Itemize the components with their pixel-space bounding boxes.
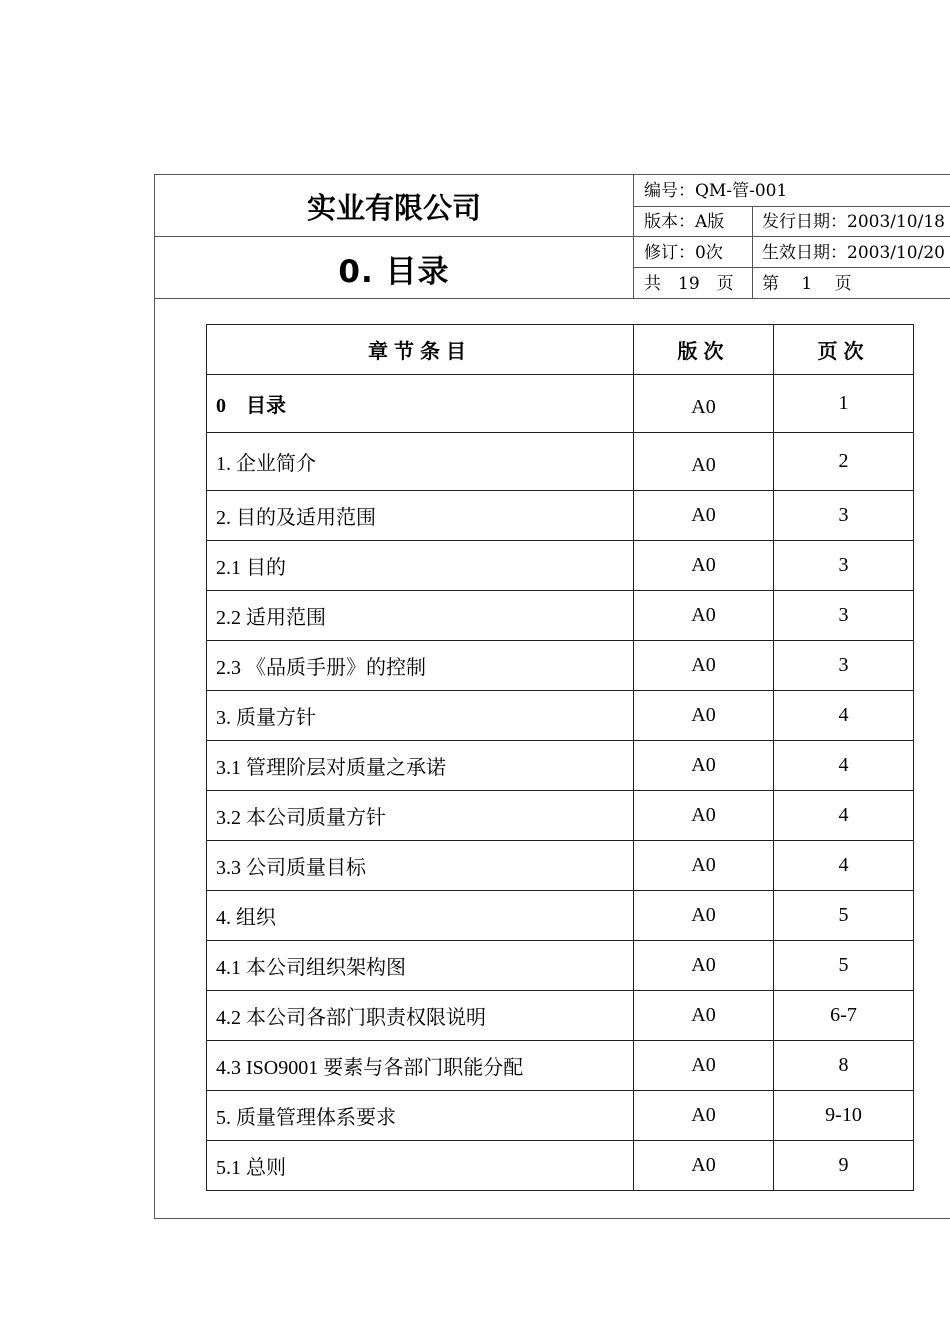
table-row xyxy=(207,375,914,433)
table-row xyxy=(207,891,914,941)
toc-header-row xyxy=(207,325,914,375)
page-cell: 1 xyxy=(774,375,914,433)
section-cell: 2.3 《品质手册》的控制 xyxy=(207,641,634,691)
version-cell: A0 xyxy=(634,941,774,991)
section-cell: 4.3 ISO9001 要素与各部门职能分配 xyxy=(207,1041,634,1091)
page-cell: 3 xyxy=(774,591,914,641)
page-cell: 8 xyxy=(774,1041,914,1091)
version-cell: A0 xyxy=(634,791,774,841)
header-page: 页次 xyxy=(774,325,914,375)
page-cell: 4 xyxy=(774,691,914,741)
version-cell: A0 xyxy=(634,591,774,641)
table-row xyxy=(207,1041,914,1091)
table-row xyxy=(207,541,914,591)
company-name: 实业有限公司 xyxy=(306,190,481,225)
version-cell: A0 xyxy=(634,641,774,691)
table-row xyxy=(207,591,914,641)
title-info-divider xyxy=(633,175,634,299)
toc-table xyxy=(206,324,914,1191)
section-cell: 4.2 本公司各部门职责权限说明 xyxy=(207,991,634,1041)
effective-date: 生效日期：2003/10/20 xyxy=(762,243,945,263)
version-cell: A0 xyxy=(634,741,774,791)
section-cell: 3.2 本公司质量方针 xyxy=(207,791,634,841)
table-row xyxy=(207,1141,914,1191)
section-cell: 5. 质量管理体系要求 xyxy=(207,1091,634,1141)
version-cell: A0 xyxy=(634,1141,774,1191)
table-row xyxy=(207,1091,914,1141)
page-cell: 9-10 xyxy=(774,1091,914,1141)
header-section: 章节条目 xyxy=(207,325,634,375)
version-cell: A0 xyxy=(634,433,774,491)
page-cell: 3 xyxy=(774,541,914,591)
version-cell: A0 xyxy=(634,375,774,433)
version-cell: A0 xyxy=(634,541,774,591)
version-cell: A0 xyxy=(634,491,774,541)
info-col-divider xyxy=(752,206,753,299)
version-cell: A0 xyxy=(634,1041,774,1091)
section-cell: 3.3 公司质量目标 xyxy=(207,841,634,891)
table-row xyxy=(207,941,914,991)
document-title: 0. 目录 xyxy=(338,253,450,290)
table-row xyxy=(207,433,914,491)
total-pages: 共 19 页 xyxy=(644,274,734,294)
doc-number: 编号：QM-管-001 xyxy=(644,181,788,201)
table-row xyxy=(207,691,914,741)
page-cell: 4 xyxy=(774,791,914,841)
version-cell: A0 xyxy=(634,991,774,1041)
table-row xyxy=(207,791,914,841)
table-row xyxy=(207,991,914,1041)
section-cell: 0 目录 xyxy=(207,375,634,433)
page-cell: 3 xyxy=(774,641,914,691)
section-cell: 1. 企业简介 xyxy=(207,433,634,491)
page-cell: 3 xyxy=(774,491,914,541)
revision-label: 修订：0次 xyxy=(644,243,723,263)
section-cell: 3. 质量方针 xyxy=(207,691,634,741)
version-cell: A0 xyxy=(634,691,774,741)
version-cell: A0 xyxy=(634,841,774,891)
section-cell: 2.2 适用范围 xyxy=(207,591,634,641)
page-cell: 4 xyxy=(774,841,914,891)
section-cell: 3.1 管理阶层对质量之承诺 xyxy=(207,741,634,791)
table-row xyxy=(207,491,914,541)
version-cell: A0 xyxy=(634,891,774,941)
page-cell: 5 xyxy=(774,941,914,991)
table-row xyxy=(207,641,914,691)
header-version: 版次 xyxy=(634,325,774,375)
section-cell: 2. 目的及适用范围 xyxy=(207,491,634,541)
page-number: 第 1 页 xyxy=(762,274,852,294)
issue-date: 发行日期：2003/10/18 xyxy=(762,212,945,232)
page-cell: 2 xyxy=(774,433,914,491)
section-cell: 5.1 总则 xyxy=(207,1141,634,1191)
page-cell: 4 xyxy=(774,741,914,791)
table-row xyxy=(207,741,914,791)
table-row xyxy=(207,841,914,891)
page-cell: 5 xyxy=(774,891,914,941)
section-cell: 4. 组织 xyxy=(207,891,634,941)
page-cell: 6-7 xyxy=(774,991,914,1041)
version-cell: A0 xyxy=(634,1091,774,1141)
section-cell: 4.1 本公司组织架构图 xyxy=(207,941,634,991)
page-cell: 9 xyxy=(774,1141,914,1191)
section-cell: 2.1 目的 xyxy=(207,541,634,591)
version-label: 版本：A版 xyxy=(644,212,725,232)
